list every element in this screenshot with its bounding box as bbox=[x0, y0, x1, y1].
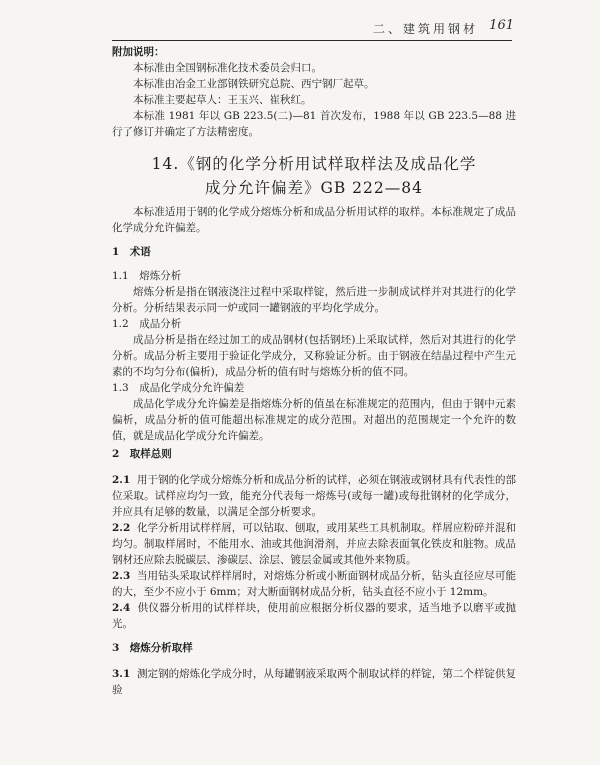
section-1-heading: 1 术语 bbox=[112, 246, 151, 258]
clause-number: 3.1 bbox=[112, 668, 131, 680]
document-title-line1: 14.《钢的化学分析用试样取样法及成品化学 bbox=[151, 155, 477, 173]
page-number: 161 bbox=[489, 18, 514, 33]
document-title bbox=[112, 152, 516, 200]
subsection-1-1-heading: 1.1 熔炼分析 bbox=[112, 270, 182, 282]
clause-2-4 bbox=[112, 600, 516, 632]
clause-text: 用于钢的化学成分熔炼分析和成品分析的试样，必须在钢液或钢材具有代表性的部位采取。试样应均匀一致，能充分代表每一熔炼号(或每一罐)或每批钢材的化学成分，并应具有足够的数量，以满足全部分析要求。 bbox=[112, 474, 516, 518]
clause-number: 2.2 bbox=[112, 522, 131, 534]
intro-paragraph: 本标准适用于钢的化学成分熔炼分析和成品分析用试样的取样。本标准规定了成品化学成分允许偏差。 bbox=[112, 206, 516, 234]
clause-2-1 bbox=[112, 472, 516, 520]
clause-text: 测定钢的熔炼化学成分时，从每罐钢液采取两个制取试样的样锭，第二个样锭供复验 bbox=[112, 668, 516, 696]
notes-line: 本标准由冶金工业部钢铁研究总院、西宁钢厂起草。 bbox=[133, 78, 375, 90]
header-rule bbox=[112, 40, 512, 41]
subsection-1-2-heading: 1.2 成品分析 bbox=[112, 318, 182, 330]
section-2-heading: 2 取样总则 bbox=[112, 448, 172, 460]
section-3 bbox=[112, 640, 516, 698]
notes-line: 本标准主要起草人：王玉兴、崔秋红。 bbox=[133, 94, 312, 106]
clause-text: 化学分析用试样样屑，可以钻取、刨取，或用某些工具机制取。样屑应粉碎并混和均匀。制取样屑时，不能用水、油或其他润滑剂，并应去除表面氧化铁皮和脏物。成品钢材还应除去脱碳层、渗碳层、涂层、镀层金属或其他外来物质。 bbox=[112, 522, 516, 566]
clause-2-3 bbox=[112, 568, 516, 600]
clause-3-1 bbox=[112, 666, 516, 698]
clause-2-2 bbox=[112, 520, 516, 568]
subsection-1-2-text: 成品分析是指在经过加工的成品钢材(包括钢坯)上采取试样，然后对其进行的化学分析。成品分析主要用于验证化学成分，又称验证分析。由于钢液在结晶过程中产生元素的不均匀分布(偏析)，成品分析的值有时与熔炼分析的值不同。 bbox=[112, 334, 516, 378]
clause-number: 2.1 bbox=[112, 474, 131, 486]
subsection-1-3-text: 成品化学成分允许偏差是指熔炼分析的值虽在标准规定的范围内，但由于钢中元素偏析，成品分析的值可能超出标准规定的成分范围。对超出的范围规定一个允许的数值，就是成品化学成分允许偏差。 bbox=[112, 398, 516, 442]
subsection-1-3-heading: 1.3 成品化学成分允许偏差 bbox=[112, 382, 245, 394]
clause-number: 2.3 bbox=[112, 570, 131, 582]
notes-title: 附加说明： bbox=[112, 46, 165, 58]
subsection-1-1-text: 熔炼分析是指在钢液浇注过程中采取样锭，然后进一步制成试样并对其进行的化学分析。分析结果表示同一炉或同一罐钢液的平均化学成分。 bbox=[112, 286, 516, 314]
section-1 bbox=[112, 244, 516, 444]
clause-text: 供仪器分析用的试样样块，使用前应根据分析仪器的要求，适当地予以磨平或抛光。 bbox=[112, 602, 516, 630]
additional-notes bbox=[112, 44, 516, 140]
section-3-heading: 3 熔炼分析取样 bbox=[112, 642, 193, 654]
clause-text: 当用钻头采取试样样屑时，对熔炼分析或小断面钢材成品分析，钻头直径应尽可能的大，至少不应小于 6mm；对大断面钢材成品分析，钻头直径不应小于 12mm。 bbox=[112, 570, 516, 598]
clause-number: 2.4 bbox=[112, 602, 131, 614]
running-header bbox=[0, 18, 600, 40]
running-header-section: 二、建筑用钢材 bbox=[372, 22, 478, 36]
document-title-line2: 成分允许偏差》GB 222—84 bbox=[204, 179, 423, 197]
notes-line: 本标准 1981 年以 GB 223.5(二)—81 首次发布，1988 年以 GB 223.5—88 进行了修订并确定了方法精密度。 bbox=[112, 110, 516, 138]
section-2 bbox=[112, 446, 516, 632]
notes-line: 本标准由全国钢标准化技术委员会归口。 bbox=[133, 62, 322, 74]
